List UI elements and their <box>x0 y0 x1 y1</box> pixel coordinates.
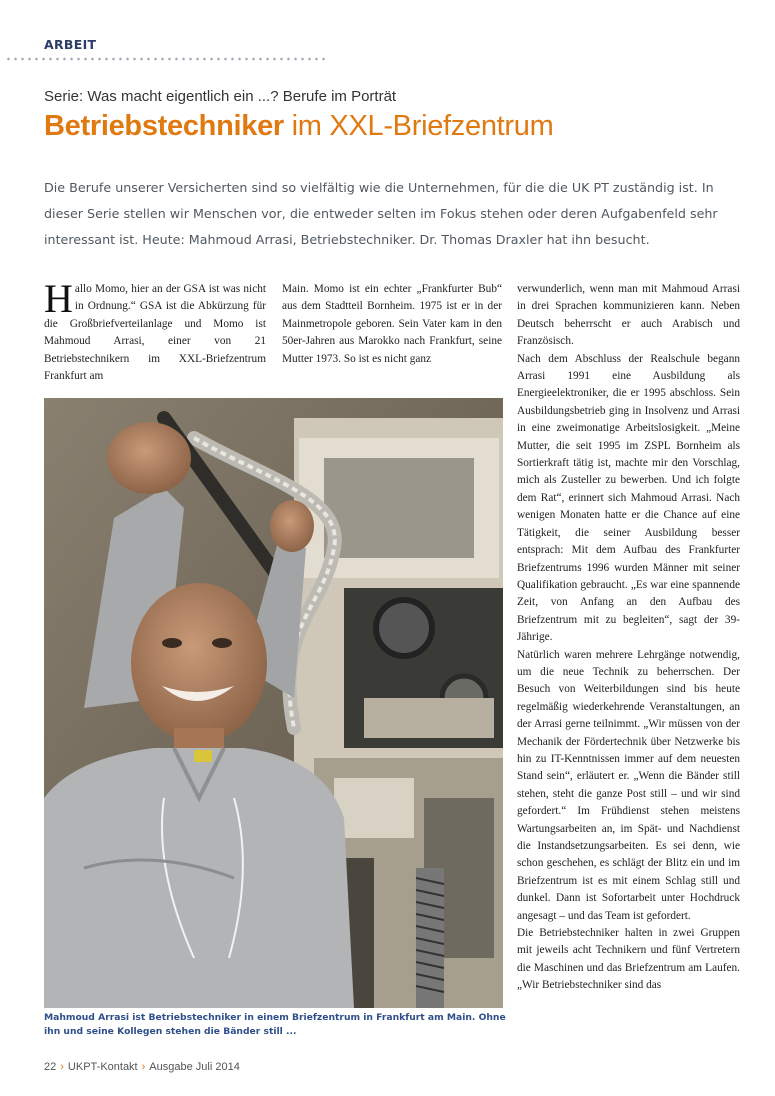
body-column-1 <box>44 276 266 385</box>
col1-text: allo Momo, hier an der GSA ist was nicht in Ordnung.“ GSA ist die Abkürzung für die Großbriefverteilanlage und Momo ist Mahmoud Arrasi, einer von 21 Betriebstechnikern im XXL-Briefzentrum Frankfurt am <box>44 283 266 383</box>
magazine-name: UKPT-Kontakt <box>67 1061 138 1073</box>
body-column-2: Main. Momo ist ein echter „Frankfurter Bub“ aus dem Stadtteil Bornheim. 1975 ist er in der Mainmetropole geboren. Sein Vater kam in den 50er-Jahren aus Marokko nach Frankfurt, seine Mutter 1973. So ist es nicht ganz <box>282 283 502 365</box>
issue-label: Ausgabe Juli 2014 <box>149 1061 240 1073</box>
chevron-right-icon: › <box>60 1061 64 1073</box>
col3-paragraph: Natürlich waren mehrere Lehrgänge notwendig, um die neue Technik zu beherrschen. Der Besuch von Weiterbildungen sind bis heute regelmäßig wiederkehrende Veranstaltungen, an der Arrasi gerne teilnimmt. „Wir müssen von der Mechanik der Fördertechnik über Netzwerke bis hin zu IT-Kenntnissen immer auf dem neuesten Stand sein“, erläutert er. „Wenn die Bänder still stehen, steht die ganze Post still – und wir sind gefordert.“ Im Frühdienst stehen meistens Wartungsarbeiten an, im Spät- und Nachdienst die Instandsetzungsarbeiten. Es sei denn, wie schon geschehen, es schlägt der Blitz ein und im Briefzentrum ist es mit einem Schlag still und dunkel. Dann ist Sofortarbeit unter Hochdruck angesagt – und das Team ist gefordert. <box>517 648 740 922</box>
title-bold: Betriebstechniker <box>44 110 284 142</box>
page-title <box>44 110 553 143</box>
col3-paragraph: verwunderlich, wenn man mit Mahmoud Arrasi in drei Sprachen kommunizieren kann. Neben Deutsch beherrscht er auch Arabisch und Französisch. <box>517 283 740 348</box>
col3-paragraph: Nach dem Abschluss der Realschule begann Arrasi 1991 eine Ausbildung als Energieelektroniker, die er 1995 abschloss. Sein Ausbildungsbetrieb ging in Insolvenz und Arrasi in eine zweimonatige Arbeitslosigkeit. „Meine Mutter, die seit 1995 im ZSPL Bornheim als Sortierkraft tätig ist, machte mir den Vorschlag, mich als Zusteller zu bewerben. Und ich folgte dem Rat“, erinnert sich Mahmoud Arrasi. Nach wenigen Monaten hatte er die Chance auf eine Tätigkeit, die seiner Ausbildung besser entsprach: Mit dem Aufbau des Frankfurter Briefzentrums 1996 wurden Männer mit seiner Qualifikation gebraucht. „Es war eine spannende Zeit, von Anfang an den Aufbau des Briefzentrum mit zu begleiten“, sagt der 39-Jährige. <box>517 352 740 644</box>
section-label: ARBEIT <box>44 37 97 52</box>
title-rest: im XXL-Briefzentrum <box>283 110 554 142</box>
drop-cap: H <box>44 276 73 321</box>
photo-caption: Mahmoud Arrasi ist Betriebstechniker in einem Briefzentrum in Frankfurt am Main. Ohne ihn und seine Kollegen stehen die Bänder still ... <box>44 1012 506 1037</box>
dotted-rule <box>5 57 325 61</box>
lead-paragraph: Die Berufe unserer Versicherten sind so vielfältig wie die Unternehmen, für die die UK PT zuständig ist. In dieser Serie stellen wir Menschen vor, die entweder selten im Fokus stehen oder deren Aufgabenfeld sehr interessant ist. Heute: Mahmoud Arrasi, Betriebstechniker. Dr. Thomas Draxler hat ihn besucht. <box>44 180 718 247</box>
series-line: Serie: Was macht eigentlich ein ...? Berufe im Porträt <box>44 88 397 105</box>
page-footer <box>44 1061 240 1073</box>
chevron-right-icon: › <box>141 1061 146 1073</box>
col3-paragraph: Die Betriebstechniker halten in zwei Gruppen mit jeweils acht Technikern und fünf Vertretern die Maschinen und das Briefzentrum am Laufen. „Wir Betriebstechniker sind das <box>517 927 740 992</box>
body-column-3 <box>517 281 740 995</box>
page-number: 22 <box>44 1061 57 1073</box>
portrait-photo <box>44 398 503 1008</box>
